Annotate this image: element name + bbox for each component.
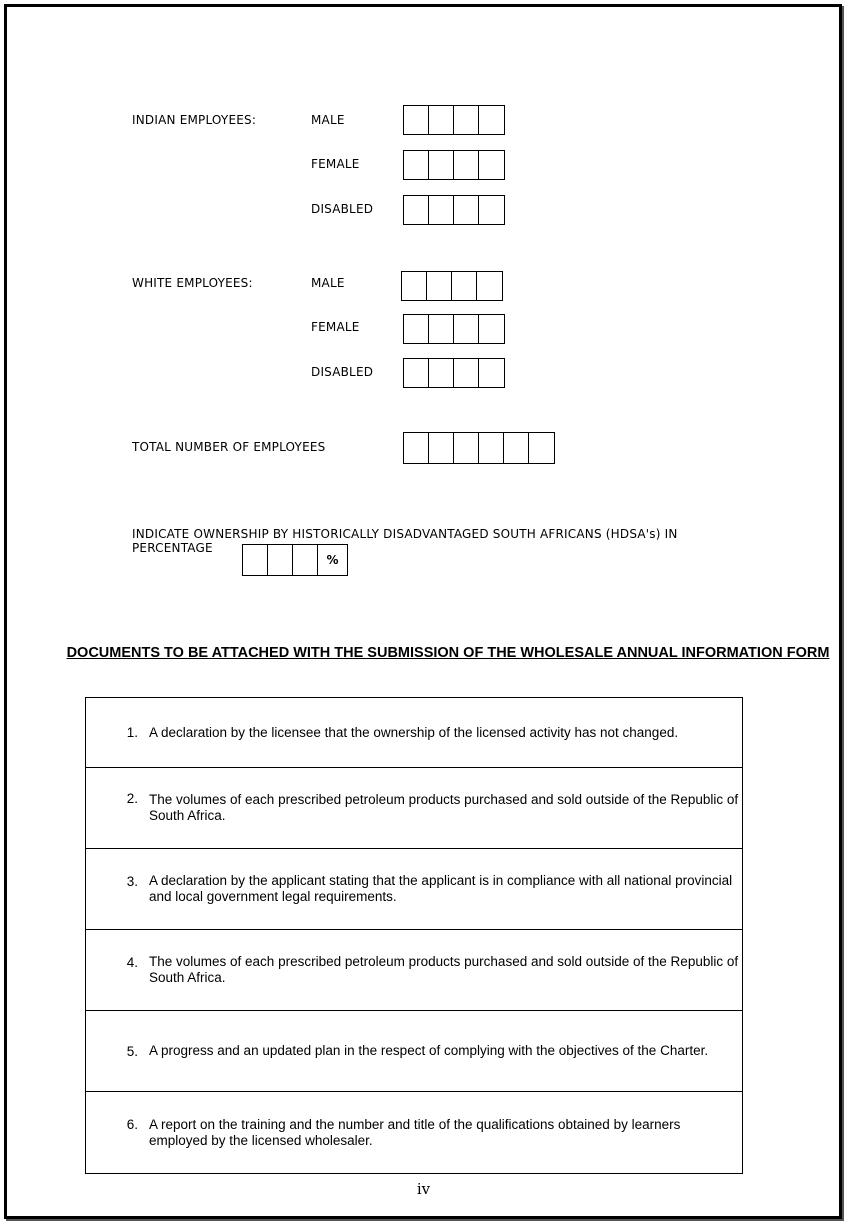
digit-box[interactable] xyxy=(427,272,452,300)
digit-box[interactable] xyxy=(504,433,529,463)
digit-box[interactable] xyxy=(268,545,293,575)
digit-box[interactable] xyxy=(243,545,268,575)
digit-box[interactable] xyxy=(429,433,454,463)
digit-box[interactable] xyxy=(454,315,479,343)
documents-heading: DOCUMENTS TO BE ATTACHED WITH THE SUBMISSION OF THE WHOLESALE ANNUAL INFORMATION FORM xyxy=(66,645,830,661)
white-male-input[interactable] xyxy=(401,271,503,301)
table-row xyxy=(86,849,742,930)
indian-male-label: MALE xyxy=(311,113,345,127)
white-female-input[interactable] xyxy=(403,314,505,344)
item-number: 3. xyxy=(126,874,138,889)
digit-box[interactable] xyxy=(404,433,429,463)
digit-box[interactable] xyxy=(404,359,429,387)
item-text: A declaration by the applicant stating that the applicant is in compliance with all national provincial and local government legal requirements. xyxy=(149,873,733,904)
page-number: iv xyxy=(416,1180,431,1198)
table-row xyxy=(86,768,742,849)
digit-box[interactable] xyxy=(429,359,454,387)
item-text: A progress and an updated plan in the respect of complying with the objectives of the Charter. xyxy=(149,1043,709,1058)
hdsa-percentage-input[interactable] xyxy=(242,544,348,576)
digit-box[interactable] xyxy=(404,106,429,134)
digit-box[interactable] xyxy=(529,433,554,463)
white-male-label: MALE xyxy=(311,276,345,290)
item-text: The volumes of each prescribed petroleum products purchased and sold outside of the Republic of South Africa. xyxy=(149,954,739,985)
item-text: A report on the training and the number and title of the qualifications obtained by learners employed by the licensed wholesaler. xyxy=(149,1116,681,1148)
total-employees-input[interactable] xyxy=(403,432,555,464)
digit-box[interactable] xyxy=(404,315,429,343)
percent-symbol: % xyxy=(326,553,339,567)
digit-box[interactable] xyxy=(479,433,504,463)
item-number: 4. xyxy=(126,955,138,970)
indian-employees-label: INDIAN EMPLOYEES: xyxy=(132,113,257,127)
indian-female-input[interactable] xyxy=(403,150,505,180)
white-employees-label: WHITE EMPLOYEES: xyxy=(132,276,253,290)
digit-box[interactable] xyxy=(477,272,502,300)
table-row xyxy=(86,930,742,1011)
digit-box[interactable] xyxy=(454,433,479,463)
digit-box[interactable] xyxy=(479,359,504,387)
indian-female-label: FEMALE xyxy=(311,157,360,171)
digit-box[interactable] xyxy=(429,106,454,134)
item-number: 1. xyxy=(126,725,138,740)
digit-box[interactable] xyxy=(404,196,429,224)
digit-box[interactable] xyxy=(454,359,479,387)
digit-box[interactable] xyxy=(479,106,504,134)
item-number: 5. xyxy=(126,1043,138,1059)
indian-disabled-input[interactable] xyxy=(403,195,505,225)
item-number: 2. xyxy=(126,791,138,806)
table-row xyxy=(86,1092,742,1173)
digit-box[interactable] xyxy=(429,315,454,343)
digit-box[interactable] xyxy=(293,545,318,575)
digit-box[interactable] xyxy=(402,272,427,300)
white-disabled-label: DISABLED xyxy=(311,365,374,379)
digit-box[interactable] xyxy=(429,151,454,179)
item-text: A declaration by the licensee that the ownership of the licensed activity has not changed. xyxy=(149,724,679,740)
table-row xyxy=(86,1011,742,1092)
digit-box[interactable] xyxy=(454,151,479,179)
table-row xyxy=(86,698,742,768)
indian-male-input[interactable] xyxy=(403,105,505,135)
digit-box[interactable] xyxy=(454,106,479,134)
total-employees-label: TOTAL NUMBER OF EMPLOYEES xyxy=(132,440,326,454)
digit-box[interactable] xyxy=(429,196,454,224)
digit-box[interactable] xyxy=(404,151,429,179)
documents-table xyxy=(85,697,743,1174)
white-female-label: FEMALE xyxy=(311,320,360,334)
digit-box[interactable] xyxy=(454,196,479,224)
item-number: 6. xyxy=(126,1117,138,1132)
digit-box[interactable] xyxy=(452,272,477,300)
hdsa-ownership-label: INDICATE OWNERSHIP BY HISTORICALLY DISADVANTAGED SOUTH AFRICANS (HDSA's) IN PERCENTAGE xyxy=(132,527,678,555)
indian-disabled-label: DISABLED xyxy=(311,202,374,216)
digit-box[interactable] xyxy=(479,315,504,343)
digit-box[interactable] xyxy=(479,151,504,179)
white-disabled-input[interactable] xyxy=(403,358,505,388)
digit-box[interactable] xyxy=(479,196,504,224)
item-text: The volumes of each prescribed petroleum products purchased and sold outside of the Republic of South Africa. xyxy=(149,792,739,823)
